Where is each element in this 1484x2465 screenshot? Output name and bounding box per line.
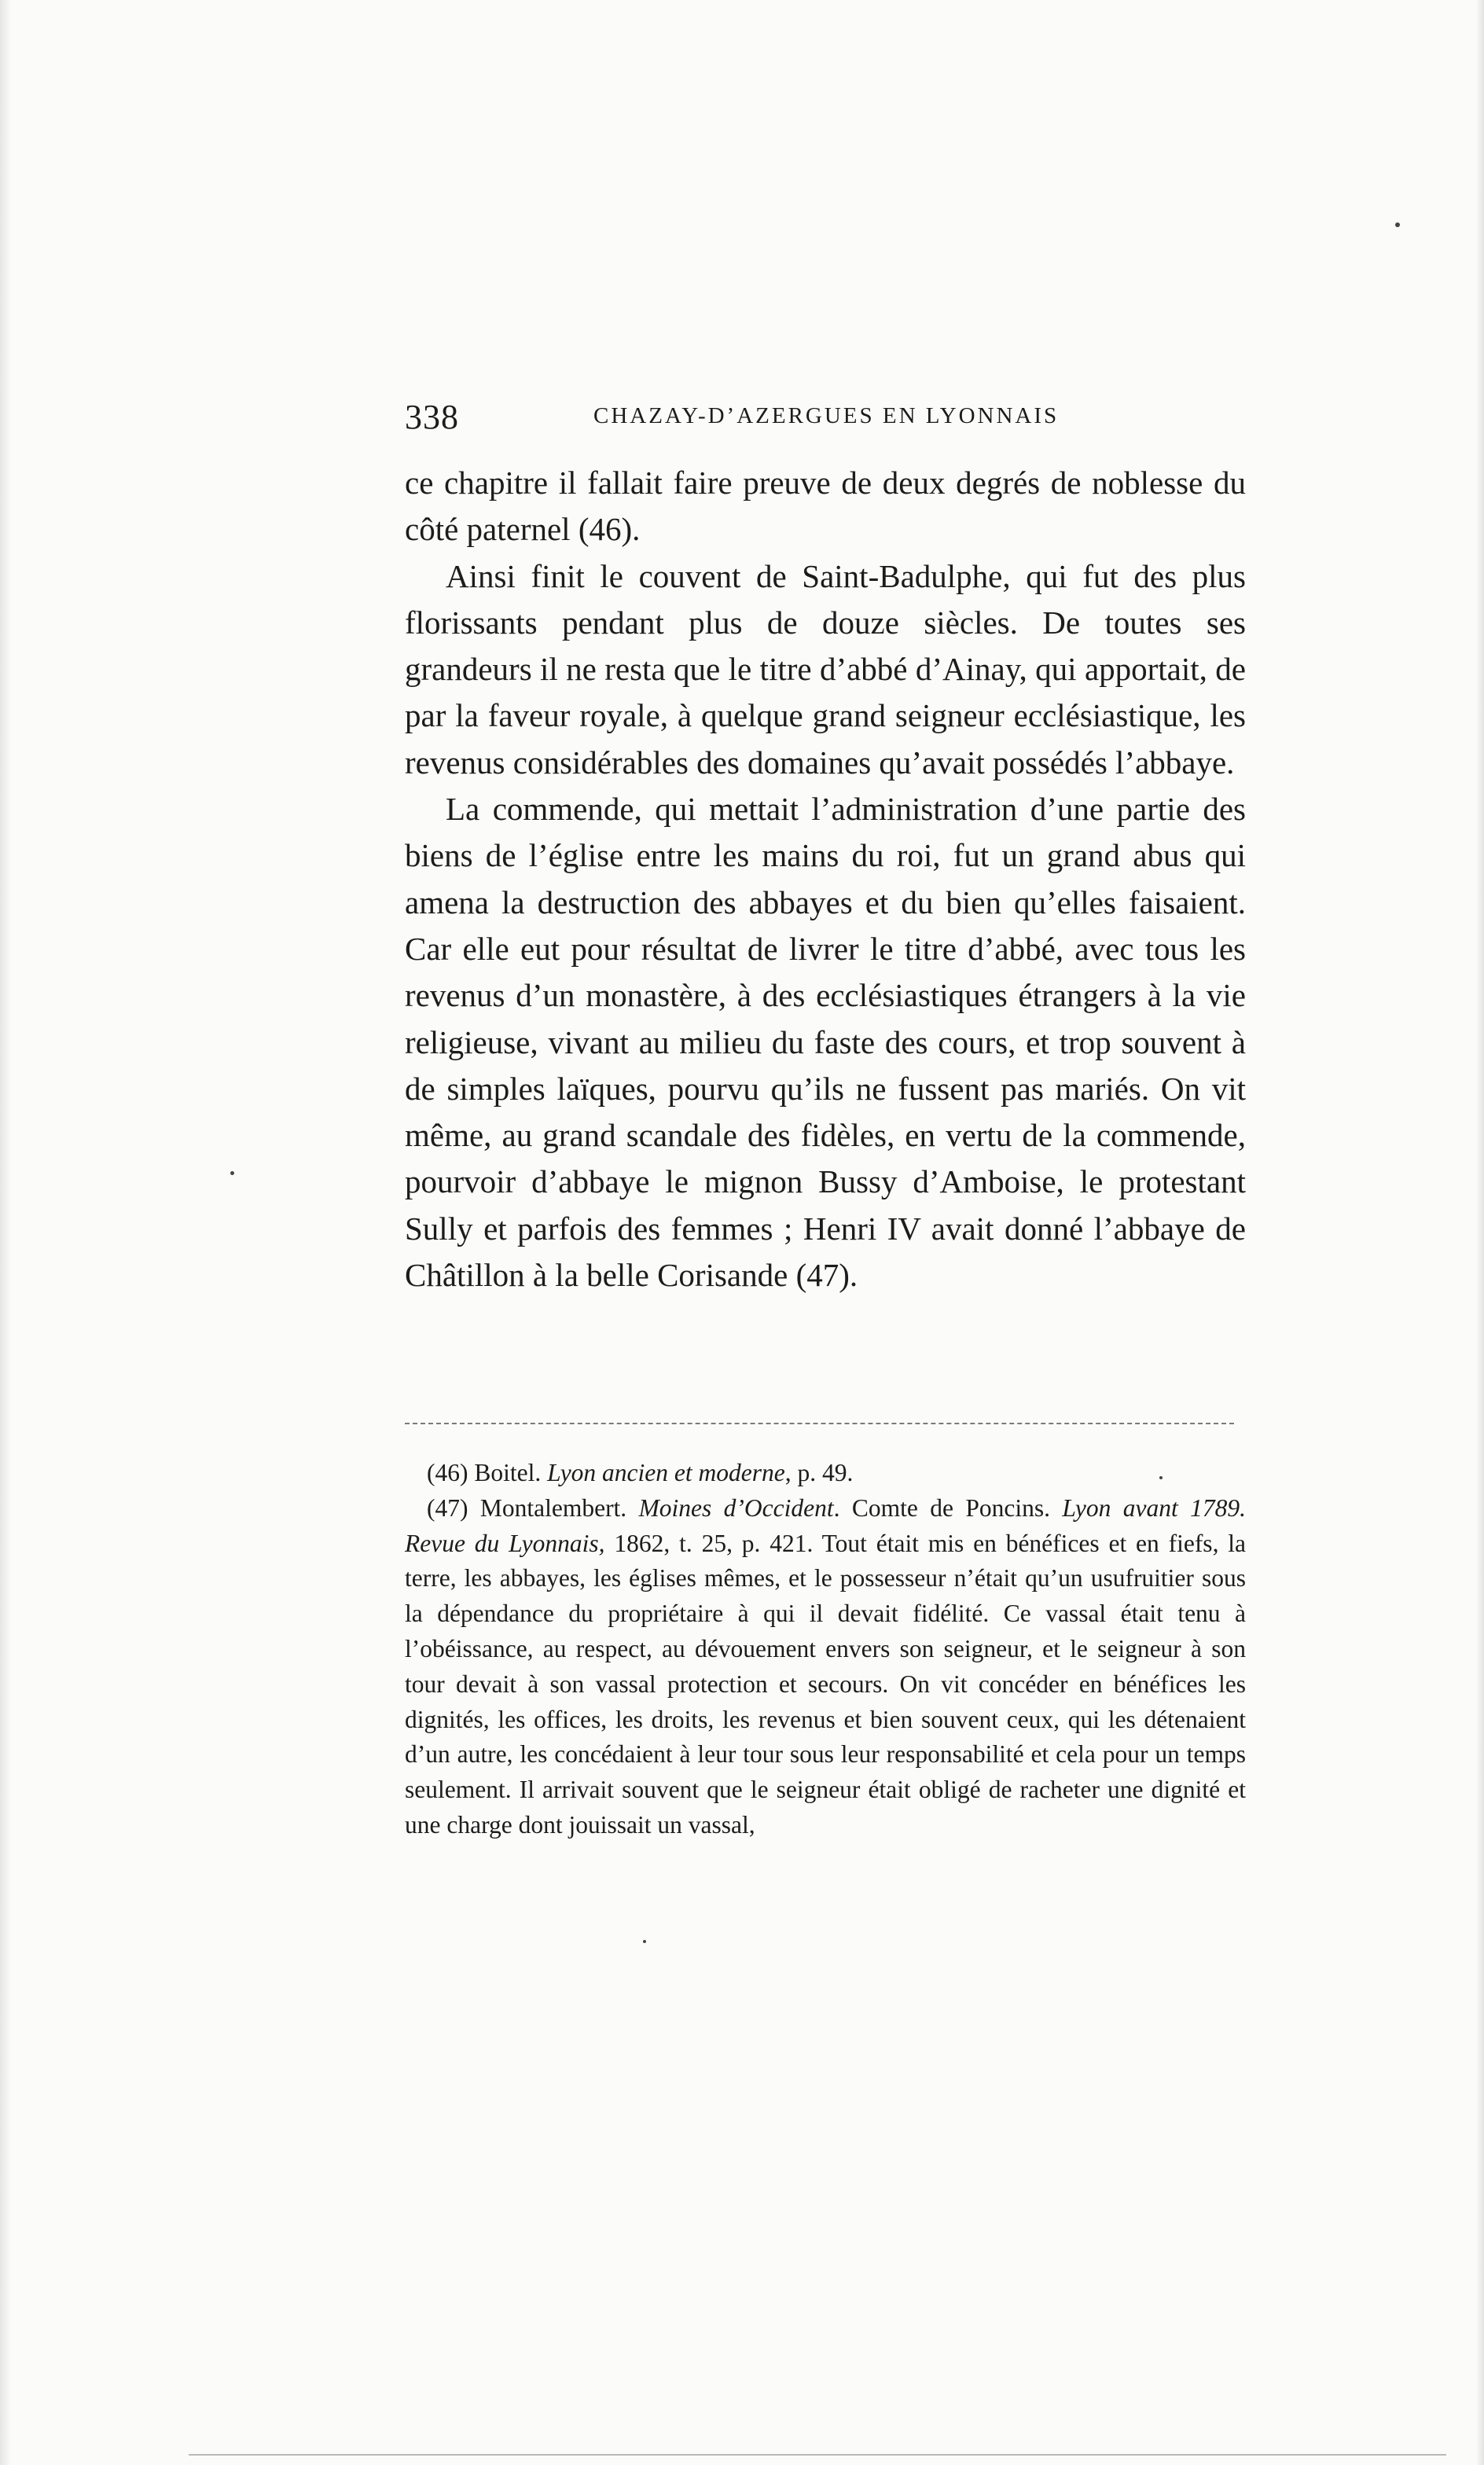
footnote-46 xyxy=(405,1456,1246,1491)
footnote-author: Boitel. xyxy=(474,1459,542,1486)
paragraph-commende: La commende, qui mettait l’administration d’une partie des biens de l’église entre les mains du roi, fut un grand abus qui amena la destruction des abbayes et du bien qu’elles faisaient. Car elle eut pour résultat de livrer le titre d’abbé, avec tous les revenus d’un monastère, à des ecclésiastiques étrangers à la vie religieuse, vivant au milieu du faste des cours, et trop souvent à de simples laïques, pourvu qu’ils ne fussent pas mariés. On vit même, au grand scandale des fidèles, en vertu de la commende, pourvoir d’abbaye le mignon Bussy d’Amboise, le protestant Sully et parfois des femmes ; Henri IV avait donné l’abbaye de Châtillon à la belle Corisande (47). xyxy=(405,791,1246,1294)
footnote-mid: . Comte de Poncins. xyxy=(833,1493,1050,1522)
paragraph-saint-badulphe: Ainsi finit le couvent de Saint-Badulphe, qui fut des plus florissants pendant plus de douze siècles. De toutes ses grandeurs il ne resta que le titre d’abbé d’Ainay, qui apportait, de par la faveur royale, à quelque grand seigneur ecclésiastique, les revenus considérables des domaines qu’avait possédés l’abbaye. xyxy=(405,557,1246,781)
scan-speck xyxy=(230,1171,234,1175)
footnote-title: Moines d’Occident xyxy=(638,1493,834,1522)
page-number: 338 xyxy=(405,398,459,436)
running-title: CHAZAY-D’AZERGUES EN LYONNAIS xyxy=(593,403,1060,428)
scan-speck xyxy=(643,1940,646,1943)
footnote-rest: , p. 49. xyxy=(784,1459,854,1486)
page-header xyxy=(405,397,1246,444)
footnote-47 xyxy=(405,1491,1246,1843)
footnote-author: Montalembert. xyxy=(479,1493,627,1522)
scan-bottom-edge xyxy=(189,2454,1446,2456)
paragraph-continuation: ce chapitre il fallait faire preuve de deux degrés de noblesse du côté paternel (46). xyxy=(405,465,1246,548)
footnote-marker: (47) xyxy=(427,1493,468,1522)
footnote-marker: (46) xyxy=(427,1459,468,1486)
footnote-title: Lyon ancien et moderne xyxy=(547,1459,785,1486)
scan-speck xyxy=(1395,222,1400,227)
body-text xyxy=(405,460,1246,1299)
footnotes xyxy=(405,1456,1246,1843)
footnote-title: Lyon avant 1789. Revue du Lyonnais, xyxy=(405,1493,1247,1557)
scan-edge-right xyxy=(1476,0,1484,2465)
scan-speck xyxy=(1159,1476,1163,1479)
footnote-separator xyxy=(405,1423,1234,1424)
footnote-rest: 1862, t. 25, p. 421. Tout était mis en bénéfices et en fiefs, la terre, les abbayes, les églises mêmes, et le possesseur n’était qu’un usufruitier sous la dépendance du propriétaire à qui il devait fidélité. Ce vassal était tenu à l’obéissance, au respect, au dévouement envers son seigneur, et le seigneur à son tour devait à son vassal protection et secours. On vit concéder en bénéfices les dignités, les offices, les droits, les revenus et bien souvent ceux, qui les détenaient d’un autre, les concédaient à leur tour sous leur responsabilité et cela pour un temps seulement. Il arrivait souvent que le seigneur était obligé de racheter une dignité et une charge dont jouissait un vassal, xyxy=(405,1529,1247,1839)
scan-edge-left xyxy=(0,0,11,2465)
